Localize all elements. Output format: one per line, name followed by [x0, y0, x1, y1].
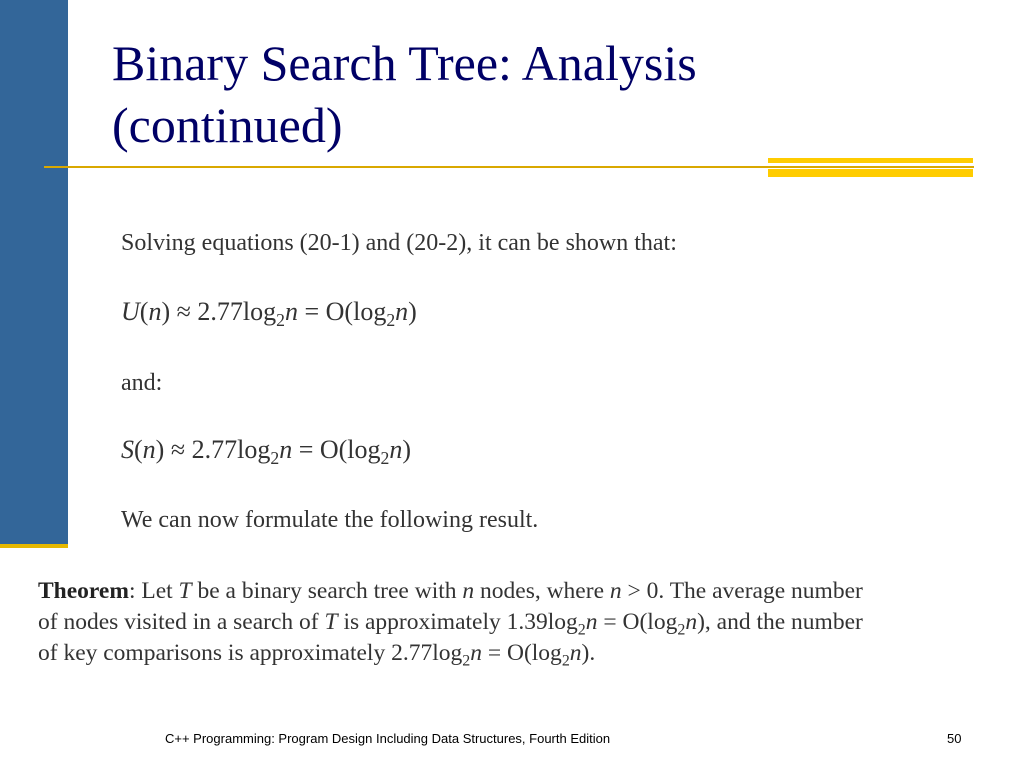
equation-u: $U(n) \approx 2.77\log_2n = O(\log_2n)$	[121, 297, 417, 331]
theorem-subscript: 2	[561, 652, 570, 670]
left-bar-accent-strip	[0, 544, 68, 548]
conclusion-text: We can now formulate the following result.	[121, 507, 539, 533]
and-label: and:	[121, 370, 163, 396]
left-decorative-bar	[0, 0, 68, 544]
theorem-text: nodes, where	[474, 578, 610, 604]
eq2-arg: n	[142, 435, 156, 464]
theorem-subscript: 2	[677, 621, 686, 639]
eq2-coef: 2.77log	[191, 435, 271, 464]
title-line-2: (continued)	[112, 97, 343, 153]
title-accent-bars	[768, 158, 973, 178]
eq2-fn: S	[121, 435, 134, 464]
theorem-label: Theorem	[38, 578, 129, 604]
theorem-subscript: 2	[577, 621, 586, 639]
intro-text: Solving equations (20-1) and (20-2), it can be shown that:	[121, 230, 677, 256]
eq1-base: 2	[276, 310, 285, 331]
page-title	[112, 32, 992, 156]
eq1-close: )	[408, 297, 417, 326]
theorem-text: is approximately 1.39log	[337, 609, 578, 635]
eq2-big-o: O(log	[319, 435, 381, 464]
eq2-base: 2	[270, 448, 280, 469]
theorem-var-n: n	[569, 640, 582, 666]
eq2-approx: ≈	[170, 435, 186, 464]
page-number: 50	[947, 731, 962, 746]
theorem-line-1	[38, 576, 1008, 607]
theorem-line-3	[38, 638, 1008, 669]
eq1-n: n	[284, 297, 298, 326]
theorem-text: = O(log	[481, 640, 562, 666]
eq1-base-2: 2	[386, 310, 396, 331]
eq1-arg: n	[148, 297, 162, 326]
theorem-text: : Let	[128, 578, 179, 604]
theorem-line-2	[38, 607, 1008, 638]
theorem-text: ), and the number	[697, 609, 863, 635]
theorem-var-t: T	[324, 609, 338, 635]
theorem-var-t: T	[178, 578, 192, 604]
eq1-fn: U	[121, 297, 140, 326]
eq2-n-2: n	[389, 435, 403, 464]
eq1-coef: 2.77log	[197, 297, 277, 326]
theorem-var-n: n	[685, 609, 698, 635]
eq2-equals: =	[298, 435, 314, 464]
theorem-text: = O(log	[597, 609, 678, 635]
accent-bar-top	[768, 158, 973, 163]
theorem-subscript: 2	[462, 652, 471, 670]
eq1-big-o: O(log	[325, 297, 387, 326]
accent-bar-bottom	[768, 169, 973, 177]
equation-s: $S(n) \approx 2.77\log_2n = O(\log_2n)$	[121, 435, 412, 469]
theorem-var-n: n	[470, 640, 482, 666]
theorem-var-n: n	[462, 578, 475, 604]
theorem-text: ).	[581, 640, 596, 666]
theorem-text: > 0. The average number	[621, 578, 863, 604]
footer-text: C++ Programming: Program Design Including Data Structures, Fourth Edition	[165, 731, 611, 746]
theorem-var-n: n	[585, 609, 598, 635]
theorem-var-n: n	[609, 578, 622, 604]
theorem-text: of nodes visited in a search of	[38, 609, 325, 635]
theorem-block	[38, 576, 1008, 669]
eq2-close: )	[402, 435, 412, 464]
eq1-approx: ≈	[176, 297, 191, 326]
theorem-text: be a binary search tree with	[191, 578, 463, 604]
eq2-base-2: 2	[380, 448, 390, 469]
theorem-text: of key comparisons is approximately 2.77log	[38, 640, 463, 666]
eq2-n: n	[279, 435, 293, 464]
eq1-n-2: n	[395, 297, 409, 326]
eq1-equals: =	[304, 297, 320, 326]
title-line-1: Binary Search Tree: Analysis	[112, 35, 697, 91]
